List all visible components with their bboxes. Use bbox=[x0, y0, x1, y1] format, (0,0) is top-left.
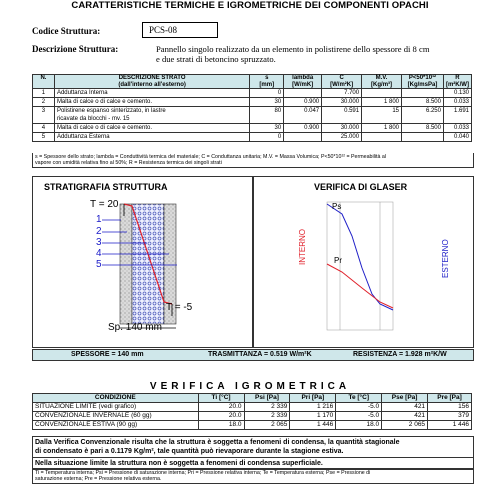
verifica-table bbox=[32, 393, 472, 430]
col-header: CONDIZIONE bbox=[33, 394, 199, 403]
esterno-label: ESTERNO bbox=[441, 239, 450, 278]
description-line-1: Pannello singolo realizzato da un elemento in polistirene dello spessore di 8 cm bbox=[156, 44, 430, 54]
layer-label-4: 4 bbox=[96, 248, 102, 259]
col-header: N. bbox=[33, 75, 55, 89]
table-header-row bbox=[33, 394, 472, 403]
resistenza-value: RESISTENZA = 1.928 m²K/W bbox=[353, 351, 447, 358]
table-row: 1 Adduttanza Interna 0 7.700 0.130 bbox=[33, 89, 472, 98]
col-header: Pse [Pa] bbox=[382, 394, 428, 403]
table-row: 2 Malta di calce o di calce e cemento. 30 0.900 30.000 1 800 8.500 0.033 bbox=[33, 98, 472, 107]
col-header: Pre [Pa] bbox=[428, 394, 472, 403]
col-header: M.V. [Kg/m³] bbox=[362, 75, 402, 89]
col-header: Te [°C] bbox=[336, 394, 382, 403]
table-row: CONVENZIONALE INVERNALE (60 gg) 20.0 2 339 1 170 -5.0 421 379 bbox=[33, 412, 472, 421]
layer-label-1: 1 bbox=[96, 214, 102, 225]
table-row: 5 Adduttanza Esterna 0 25.000 0.040 bbox=[33, 133, 472, 142]
page-title: CARATTERISTICHE TERMICHE E IGROMETRICHE DEI COMPONENTI OPACHI bbox=[71, 0, 429, 11]
pr-label: Pr bbox=[334, 256, 342, 265]
table-row: 3 Polistirene espanso sinterizzato, in lastre ricavate da blocchi - mv. 15 80 0.047 0.591 15 6.250 1.691 bbox=[33, 107, 472, 124]
vapour-pressure-curve bbox=[327, 264, 393, 308]
verifica-title: VERIFICA IGROMETRICA bbox=[149, 381, 351, 392]
col-header: lambda [W/mK] bbox=[284, 75, 322, 89]
col-header: P<50*10¹² [Kg/msPa] bbox=[402, 75, 444, 89]
surface-condensation-message: Nella situazione limite la struttura non è soggetta a fenomeni di condensa superficiale. bbox=[32, 457, 474, 470]
col-header: R [m²K/W] bbox=[443, 75, 471, 89]
temperature-out-label: T = -5 bbox=[166, 302, 193, 313]
layer-label-2: 2 bbox=[96, 226, 102, 237]
interno-label: INTERNO bbox=[298, 229, 307, 265]
code-label: Codice Struttura: bbox=[32, 26, 101, 36]
thickness-label: Sp. 140 mm bbox=[108, 322, 162, 333]
spessore-value: SPESSORE = 140 mm bbox=[71, 351, 144, 358]
table-legend-note: s = Spessore dello strato; lambda = Conduttività termica del materiale; C = Conduttanza unitaria; M.V. = Massa Volumica; P<50*10¹² = Permeabilità al vapore con umidità relativa fino al 50%; R = Resistenza termica dei singoli strati bbox=[32, 153, 474, 168]
stratigraphy-table bbox=[32, 74, 472, 142]
col-header: C [W/m²K] bbox=[322, 75, 362, 89]
trasmittanza-value: TRASMITTANZA = 0.519 W/m²K bbox=[208, 351, 312, 358]
condensation-message: Dalla Verifica Convenzionale risulta che la struttura è soggetta a fenomeni di condensa, la quantità stagionale di condensato è pari a 0.1179 Kg/m², tale quantità può rievaporare durante la stagione estiva. bbox=[32, 436, 474, 458]
stratigraphy-title: STRATIGRAFIA STRUTTURA bbox=[44, 182, 168, 192]
col-header: s [mm] bbox=[250, 75, 284, 89]
col-header: Ti [°C] bbox=[198, 394, 244, 403]
table-row: 4 Malta di calce o di calce e cemento. 30 0.900 30.000 1 800 8.500 0.033 bbox=[33, 124, 472, 133]
table-row: SITUAZIONE LIMITE (vedi grafico) 20.0 2 339 1 216 -5.0 421 156 bbox=[33, 403, 472, 412]
col-header: Pri [Pa] bbox=[290, 394, 336, 403]
description-label: Descrizione Struttura: bbox=[32, 44, 119, 54]
layer-label-5: 5 bbox=[96, 259, 102, 270]
description-line-2: e due strati di betoncino spruzzato. bbox=[156, 54, 276, 64]
col-header: Psi [Pa] bbox=[244, 394, 290, 403]
table-header-row bbox=[33, 75, 472, 89]
stratigraphy-drawing bbox=[32, 176, 252, 346]
layer-label-3: 3 bbox=[96, 237, 102, 248]
footnote: Ti = Temperatura interna; Psi = Pressione di saturazione interna; Pri = Pressione relativa interna; Te = Temperatura esterna; Pse = Pressione di saturazione esterna; Pre = Pressione relativa esterna. bbox=[32, 468, 474, 484]
code-value: PCS-08 bbox=[142, 22, 218, 38]
description-text bbox=[156, 44, 456, 64]
summary-bar bbox=[32, 349, 474, 361]
ps-label: Ps bbox=[332, 202, 342, 211]
mortar-layer-inner bbox=[120, 204, 132, 324]
table-row: CONVENZIONALE ESTIVA (90 gg) 18.0 2 065 1 446 18.0 2 065 1 446 bbox=[33, 421, 472, 430]
temperature-in-label: T = 20 bbox=[90, 199, 119, 210]
glaser-title: VERIFICA DI GLASER bbox=[314, 182, 408, 192]
col-header: DESCRIZIONE STRATO (dall'interno all'esterno) bbox=[54, 75, 249, 89]
glaser-diagram bbox=[252, 176, 472, 346]
